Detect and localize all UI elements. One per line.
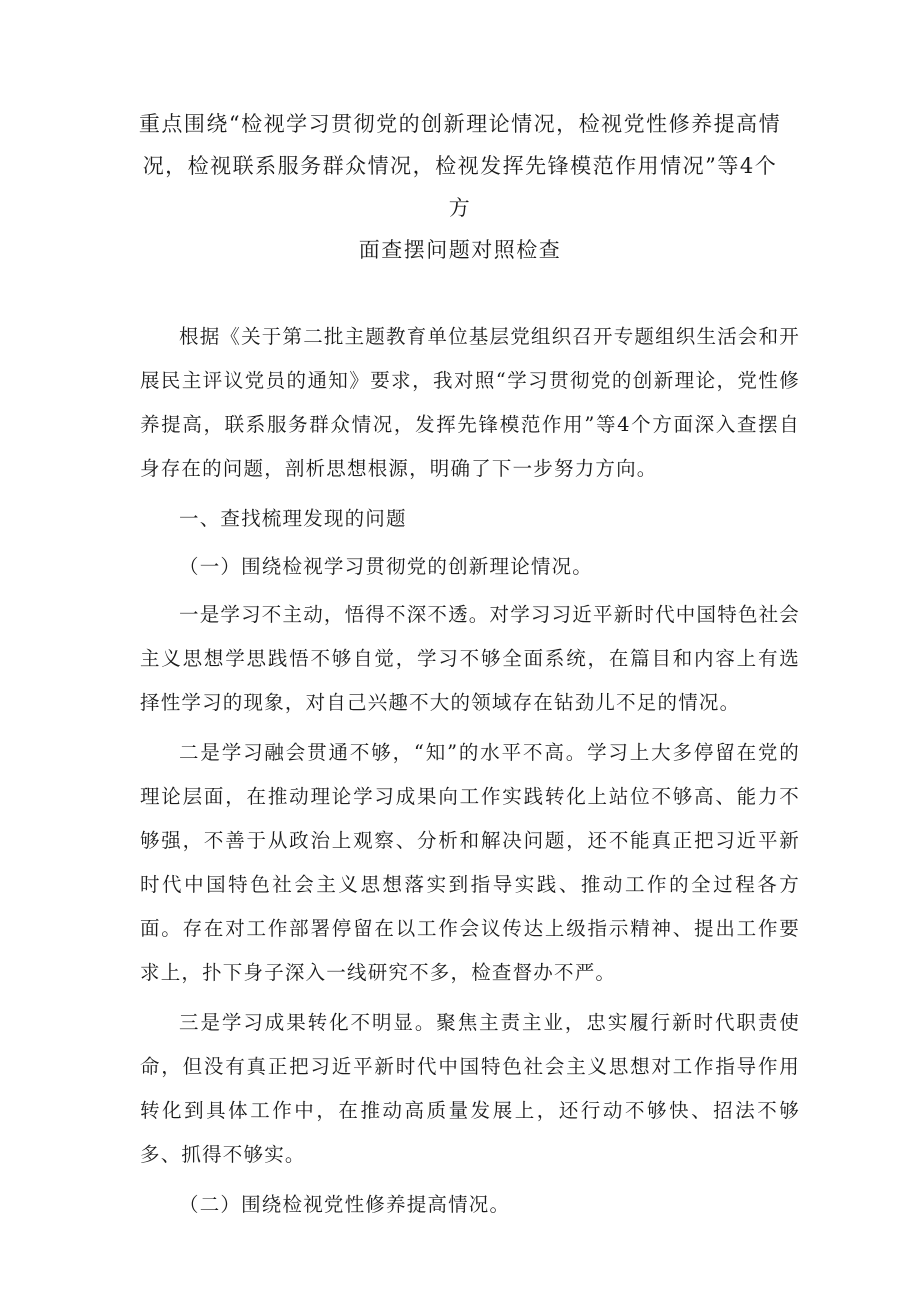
body-paragraph-2: 二是学习融会贯通不够，“知”的水平不高。学习上大多停留在党的理论层面，在推动理论学习成果向工作实践转化上站位不够高、能力不够强，不善于从政治上观察、分析和解决问题，还不能真正把习近平新时代中国特色社会主义思想落实到指导实践、推动工作的全过程各方面。存在对工作部署停留在以工作会议传达上级指示精神、提出工作要求上，扑下身子深入一线研究不多，检查督办不严。 xyxy=(140,741,800,984)
document-body xyxy=(140,315,800,1233)
title-line-3: 方 xyxy=(448,196,472,220)
section-heading-1: 一、查找梳理发现的问题 xyxy=(179,507,407,530)
document-title xyxy=(120,103,800,271)
title-line-2: 况，检视联系服务群众情况，检视发挥先锋模范作用情况”等4个 xyxy=(142,154,778,178)
subsection-heading-2: （二）围绕检视党性修养提高情况。 xyxy=(179,1193,511,1216)
subsection-heading-1: （一）围绕检视学习贯彻党的创新理论情况。 xyxy=(179,555,594,578)
title-line-1: 重点围绕“检视学习贯彻党的创新理论情况，检视党性修养提高情 xyxy=(138,112,782,136)
title-line-4: 面查摆问题对照检查 xyxy=(358,238,562,262)
body-paragraph-3: 三是学习成果转化不明显。聚焦主责主业，忠实履行新时代职责使命，但没有真正把习近平新时代中国特色社会主义思想对工作指导作用转化到具体工作中，在推动高质量发展上，还行动不够快、招法不够多、抓得不够实。 xyxy=(140,1011,800,1166)
body-paragraph-1: 一是学习不主动，悟得不深不透。对学习习近平新时代中国特色社会主义思想学思践悟不够自觉，学习不够全面系统，在篇目和内容上有选择性学习的现象，对自己兴趣不大的领域存在钻劲儿不足的情况。 xyxy=(140,603,801,714)
intro-paragraph: 根据《关于第二批主题教育单位基层党组织召开专题组织生活会和开展民主评议党员的通知》要求，我对照“学习贯彻党的创新理论，党性修养提高，联系服务群众情况，发挥先锋模范作用”等4个方面深入查摆自身存在的问题，剖析思想根源，明确了下一步努力方向。 xyxy=(140,325,801,480)
